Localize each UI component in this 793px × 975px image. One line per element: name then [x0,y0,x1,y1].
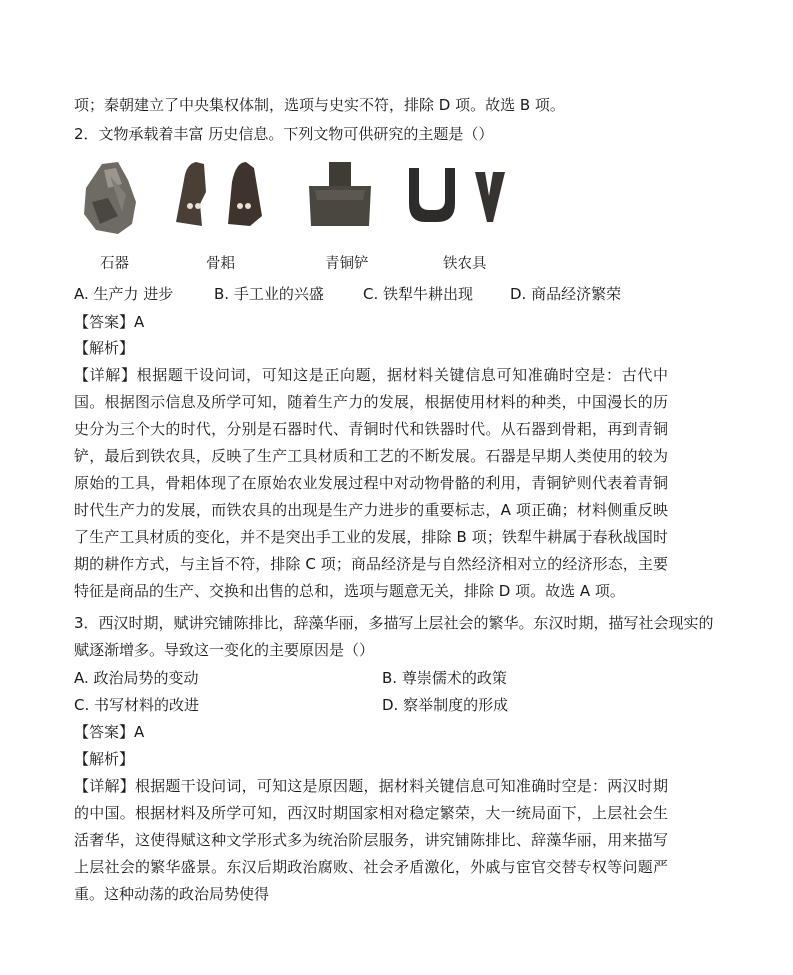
q2-option-a: A. 生产力 进步 [74,285,174,303]
q3-option-c: C. 书写材料的改进 [74,696,200,714]
intro-line: 项；秦朝建立了中央集权体制，选项与史实不符，排除 D 项。故选 B 项。 [74,96,565,114]
q2-detail: 【详解】根据题干设问词，可知这是正向题，据材料关键信息可知准确时空是：古代中国。根据图示信息及所学可知，随着生产力的发展，根据使用材料的种类，中国漫长的历史分为三个大的时代，分别是石器时代、青铜时代和铁器时代。从石器到骨耜，再到青铜铲，最后到铁农具，反映了生产工具材质和工艺的不断发展。石器是早期人类使用的较为原始的工具，骨耜体现了在原始农业发展过程中对动物骨骼的利用，青铜铲则代表着青铜时代生产力的发展，而铁农具的出现是生产力进步的重要标志，A 项正确；材料侧重反映了生产工具材质的变化，并不是突出手工业的发展，排除 B 项；铁犁牛耕属于春秋战国时期的耕作方式，与主旨不符，排除 C 项；商品经济是与自然经济相对立的经济形态，主要特征是商品的生产、交换和出售的总和，选项与题意无关，排除 D 项。故选 A 项。 [74,366,668,600]
bronze-shovel-icon [305,160,375,230]
q3-analysis-label: 【解析】 [74,750,135,768]
caption-iron-tools: 铁农具 [443,256,487,272]
q3-option-d: D. 察举制度的形成 [382,696,509,714]
caption-bronze-shovel: 青铜铲 [325,256,369,272]
bone-spade-icon [170,156,270,228]
q3-option-a: A. 政治局势的变动 [74,669,199,687]
q2-stem: 2．文物承载着丰富 历史信息。下列文物可供研究的主题是（） [74,125,494,143]
q2-option-d: D. 商品经济繁荣 [510,285,622,303]
caption-bone-spade: 骨耜 [206,256,235,272]
caption-stone-tool: 石器 [100,256,129,272]
q2-option-c: C. 铁犁牛耕出现 [363,285,474,303]
q3-detail: 【详解】根据题干设问词，可知这是原因题，据材料关键信息可知准确时空是：两汉时期的中国。根据材料及所学可知，西汉时期国家相对稳定繁荣，大一统局面下，上层社会生活奢华，这使得赋这种文学形式多为统治阶层服务，讲究铺陈排比、辞藻华丽，用来描写上层社会的繁华盛景。东汉后期政治腐败、社会矛盾激化，外戚与宦官交替专权等问题严重。这种动荡的政治局势使得 [74,777,668,903]
q2-analysis-label: 【解析】 [74,339,135,357]
q3-option-b: B. 尊崇儒术的政策 [382,669,507,687]
q2-answer: 【答案】A [74,313,145,331]
q3-stem-line1: 3．西汉时期，赋讲究铺陈排比，辞藻华丽，多描写上层社会的繁华。东汉时期，描写社会现实的 [74,614,714,632]
q3-stem-line2: 赋逐渐增多。导致这一变化的主要原因是（） [74,641,375,659]
iron-tools-icon [405,164,515,230]
q2-option-b: B. 手工业的兴盛 [214,285,324,303]
q3-answer: 【答案】A [74,723,145,741]
stone-tool-icon [78,158,142,238]
